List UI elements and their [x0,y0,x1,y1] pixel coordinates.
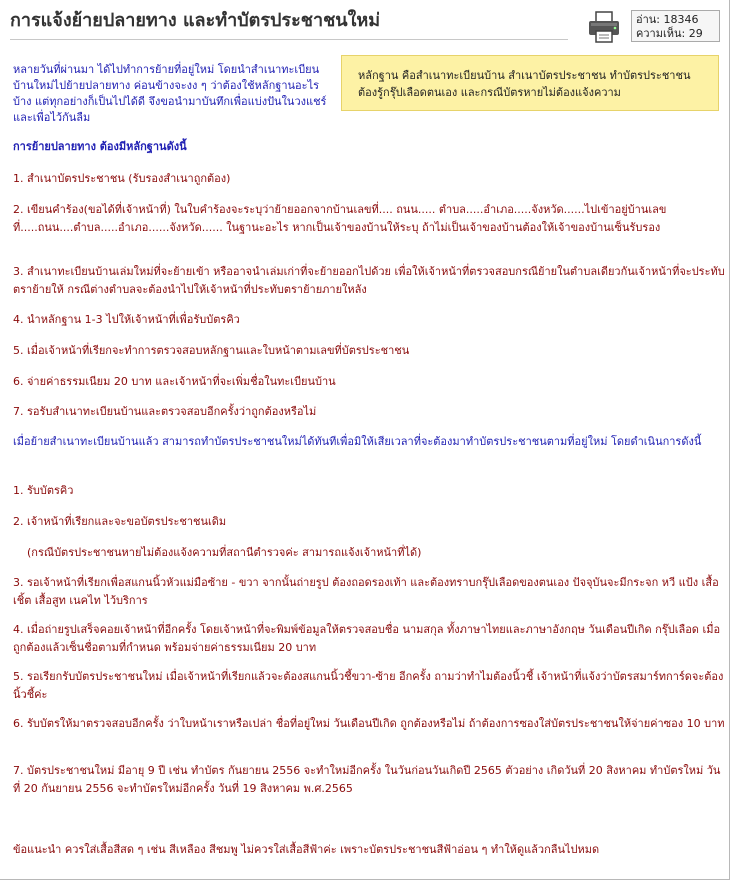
page-title: การแจ้งย้ายปลายทาง และทำบัตรประชาชนใหม่ [10,9,568,40]
step-item: 5. เมื่อเจ้าหน้าที่เรียกจะทำการตรวจสอบหลักฐานและใบหน้าตามเลขที่บัตรประชาชน [13,344,410,357]
note-box [341,55,719,111]
intro-text: หลายวันที่ผ่านมา ได้ไปทำการย้ายที่อยู่ใหม่ โดยนำสำเนาทะเบียนบ้านใหม่ไปย้ายปลายทาง ค่อนข้างจะงง ๆ ว่าต้องใช้หลักฐานอะไรบ้าง แต่ทุกอย่างก็เป็นไปได้ดี จึงขอนำมาบันทึกเพื่อแบ่งปันในวงแชร์ และเพื่อไว้กันลืม [13,63,327,124]
step-item: 7. รอรับสำเนาทะเบียนบ้านและตรวจสอบอีกครั้งว่าถูกต้องหรือไม่ [13,405,317,418]
step-item: 7. บัตรประชาชนใหม่ มีอายุ 9 ปี เช่น ทำบัตร กันยายน 2556 จะทำใหม่อีกครั้ง ในวันก่อนวันเกิดปี 2565 ตัวอย่าง เกิดวันที่ 20 สิงหาคม ทำบัตรใหม่ วันที่ 20 กันยายน 2556 จะทำบัตรใหม่อีกครั้ง วันที่ 19 สิงหาคม พ.ศ.2565 [13,764,721,795]
step-item: 3. รอเจ้าหน้าที่เรียกเพื่อสแกนนิ้วหัวแม่มือซ้าย - ขวา จากนั้นถ่ายรูป ต้องถอดรองเท้า และต้องทราบกรุ๊ปเลือดของตนเอง ปัจจุบันจะมีกระจก หวี แป้ง เสื้อเชิ้ต เสื้อสูท เนคไท ไว้บริการ [13,576,719,607]
step-item: 6. รับบัตรให้มาตรวจสอบอีกครั้ง ว่าใบหน้าเราหรือเปล่า ชื่อที่อยู่ใหม่ วันเดือนปีเกิด ถูกต้องหรือไม่ ถ้าต้องการซองใส่บัตรประชาชนให้จ่ายค่าซอง 10 บาท [13,717,725,730]
step-note: (กรณีบัตรประชาชนหายไม่ต้องแจ้งความที่สถานีตำรวจค่ะ สามารถแจ้งเจ้าหน้าที่ได้) [27,546,422,559]
section-heading-move: การย้ายปลายทาง ต้องมีหลักฐานดังนี้ [13,140,187,153]
views-count: อ่าน: 18346 [636,13,699,26]
step-item: 1. สำเนาบัตรประชาชน (รับรองสำเนาถูกต้อง) [13,172,231,185]
advice-text: ข้อแนะนำ ควรใส่เสื้อสีสด ๆ เช่น สีเหลือง สีชมพู ไม่ควรใส่เสื้อสีฟ้าค่ะ เพราะบัตรประชาชนสีฟ้าอ่อน ๆ ทำให้ดูแล้วกลืนไปหมด [13,843,600,856]
step-item: 3. สำเนาทะเบียนบ้านเล่มใหม่ที่จะย้ายเข้า หรืออาจนำเล่มเก่าที่จะย้ายออกไปด้วย เพื่อให้เจ้าหน้าที่ตรวจสอบกรณีย้ายในตำบลเดียวกันเจ้าหน้าที่จะประทับตราย้ายให้ กรณีต่างตำบลจะต้องนำไปให้เจ้าหน้าที่ประทับตราย้ายภายใหลัง [13,265,725,296]
note-text: หลักฐาน คือสำเนาทะเบียนบ้าน สำเนาบัตรประชาชน ทำบัตรประชาชนต้องรู้กรุ๊ปเลือดตนเอง และกรณีบัตรหายไม่ต้องแจ้งความ [358,69,691,99]
printer-icon[interactable] [587,10,621,44]
section-intro-idcard: เมื่อย้ายสำเนาทะเบียนบ้านแล้ว สามารถทำบัตรประชาชนใหม่ได้ทันทีเพื่อมิให้เสียเวลาที่จะต้องมาทำบัตรประชาชนตามที่อยู่ใหม่ โดยดำเนินการดังนี้ [13,435,702,448]
view-stats [631,10,720,42]
comments-count: ความเห็น: 29 [636,27,703,40]
step-item: 4. นำหลักฐาน 1-3 ไปให้เจ้าหน้าที่เพื่อรับบัตรคิว [13,313,240,326]
step-item: 5. รอเรียกรับบัตรประชาชนใหม่ เมื่อเจ้าหน้าที่เรียกแล้วจะต้องสแกนนิ้วชี้ขวา-ซ้าย อีกครั้ง ถามว่าทำไมต้องนิ้วชี้ เจ้าหน้าที่แจ้งว่าบัตรสมาร์ทการ์ดจะต้องนิ้วชี้ค่ะ [13,670,724,701]
step-item: 2. เจ้าหน้าที่เรียกและจะขอบัตรประชาชนเดิม [13,515,227,528]
step-item: 1. รับบัตรคิว [13,484,74,497]
step-item: 4. เมื่อถ่ายรูปเสร็จคอยเจ้าหน้าที่อีกครั้ง โดยเจ้าหน้าที่จะพิมพ์ข้อมูลให้ตรวจสอบชื่อ นามสกุล ทั้งภาษาไทยและภาษาอังกฤษ วันเดือนปีเกิด กรุ๊ปเลือด เมื่อถูกต้องแล้วเซ็นชื่อตามที่กำหนด พร้อมจ่ายค่าธรรมเนียม 20 บาท [13,623,721,654]
step-item: 6. จ่ายค่าธรรมเนียม 20 บาท และเจ้าหน้าที่จะเพิ่มชื่อในทะเบียนบ้าน [13,375,336,388]
step-item: 2. เขียนคำร้อง(ขอได้ที่เจ้าหน้าที่) ในใบคำร้องจะระบุว่าย้ายออกจากบ้านเลขที่.... ถนน..... ตำบล.....อำเภอ.....จังหวัด......ไปเข้าอยู่บ้านเลขที่.....ถนน....ตำบล.....อำเภอ......จังหวัด...... ในฐานะอะไร หากเป็นเจ้าของบ้านให้ระบุ ถ้าไม่เป็นเจ้าของบ้านต้องให้เจ้าของบ้านเซ็นรับรอง [13,203,667,234]
